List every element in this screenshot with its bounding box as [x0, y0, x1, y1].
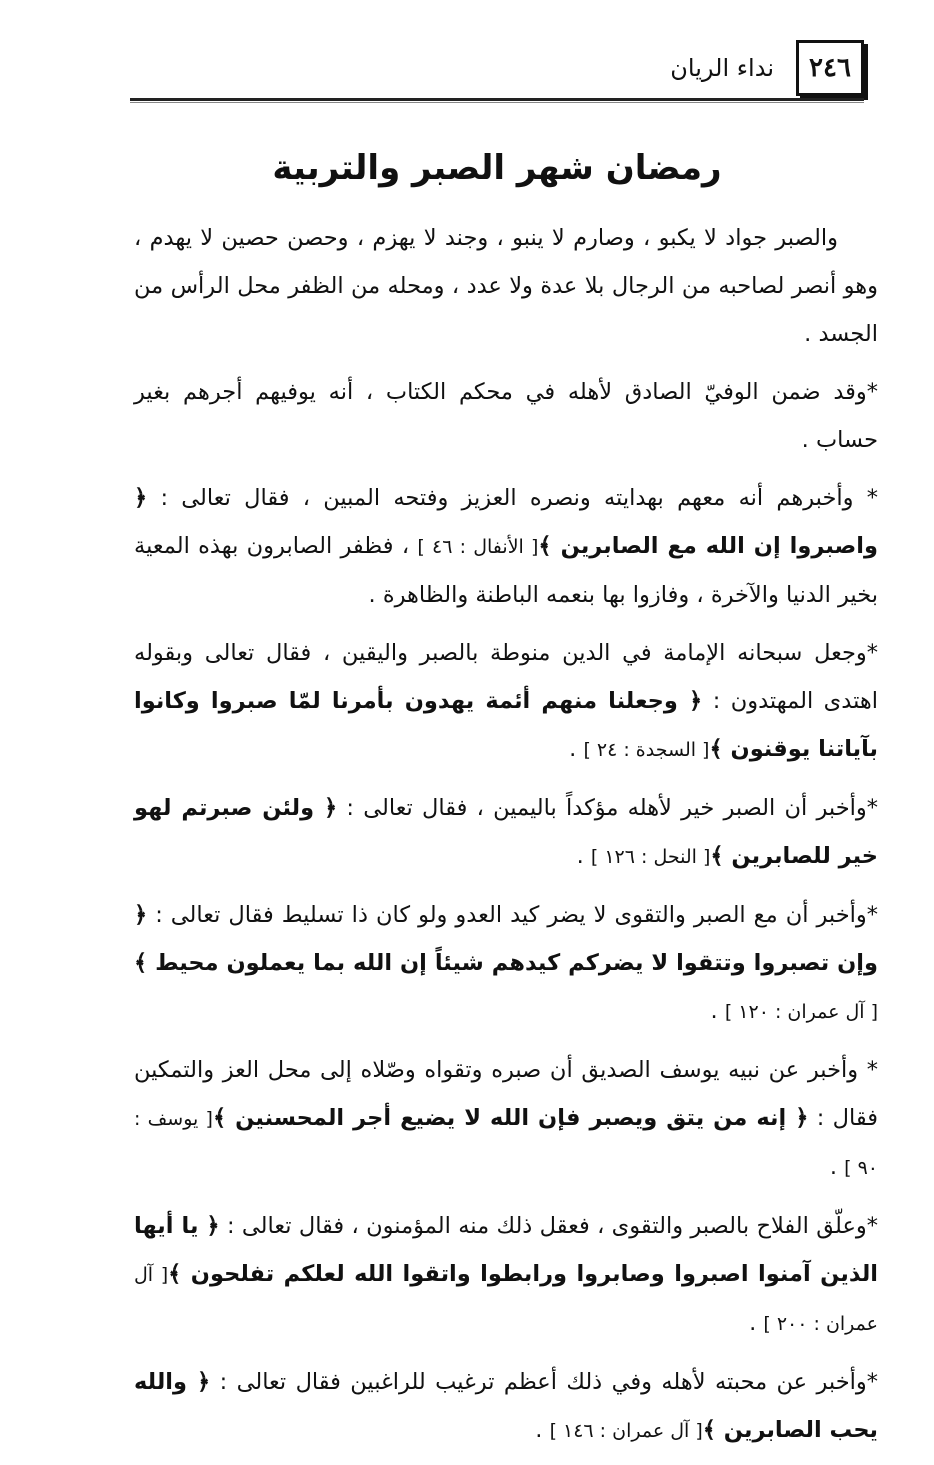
verse-reference: [ السجدة : ٢٤ ]: [583, 739, 710, 761]
paragraph-text: .: [576, 843, 591, 869]
page-header: [130, 40, 864, 102]
verse-reference: [ آل عمران : ٢٠٠ ]: [134, 1264, 878, 1335]
paragraph: [134, 1358, 878, 1455]
paragraph: [134, 474, 878, 619]
paragraph: [134, 1202, 878, 1348]
paragraph-text: *وأخبر أن مع الصبر والتقوى لا يضر كيد العدو ولو كان ذا تسليط فقال تعالى :: [147, 902, 878, 928]
verse-reference: [ آل عمران : ١٤٦ ]: [549, 1420, 703, 1442]
paragraph: [134, 368, 878, 464]
paragraph-text: *وأخبر عن محبته لأهله وفي ذلك أعظم ترغيب للراغبين فقال تعالى :: [210, 1369, 878, 1395]
quran-verse: ﴿ واصبروا إن الله مع الصابرين ﴾: [134, 485, 878, 559]
verse-reference: [ آل عمران : ١٢٠ ]: [724, 1001, 878, 1023]
paragraph: [134, 1046, 878, 1192]
quran-verse: ﴿ والله يحب الصابرين ﴾: [134, 1369, 878, 1443]
paragraph-text: *وجعل سبحانه الإمامة في الدين منوطة بالصبر واليقين ، فقال تعالى وبقوله اهتدى المهتدون :: [134, 640, 879, 714]
paragraph-text: .: [749, 1310, 764, 1336]
body-text: [134, 214, 878, 1465]
verse-reference: [ النحل : ١٢٦ ]: [590, 846, 711, 868]
paragraph: [134, 629, 878, 774]
paragraph-text: .: [829, 1154, 845, 1180]
quran-verse: ﴿ إنه من يتق ويصبر فإن الله لا يضيع أجر المحسنين ﴾: [212, 1105, 809, 1131]
paragraph-text: *وأخبر أن الصبر خير لأهله مؤكداً باليمين ، فقال تعالى :: [337, 795, 878, 821]
paragraph-text: * وأخبرهم أنه معهم بهدايته ونصره العزيز وفتحه المبين ، فقال تعالى :: [147, 485, 878, 511]
quran-verse: ﴿ وإن تصبروا وتتقوا لا يضركم كيدهم شيئاً إن الله بما يعملون محيط ﴾: [134, 902, 878, 976]
paragraph: [134, 891, 878, 1036]
verse-reference: [ الأنفال : ٤٦ ]: [417, 536, 539, 558]
paragraph-text: .: [535, 1417, 550, 1443]
paragraph-text: ، فظفر الصابرون بهذه المعية بخير الدنيا والآخرة ، وفازوا بها بنعمه الباطنة والظاهرة .: [134, 533, 878, 608]
header-rule-thin: [130, 102, 864, 103]
quran-verse: ﴿ وجعلنا منهم أئمة يهدون بأمرنا لمّا صبروا وكانوا بآياتنا يوقنون ﴾: [134, 688, 878, 762]
quran-verse: ﴿ يا أيها الذين آمنوا اصبروا وصابروا ورابطوا واتقوا الله لعلكم تفلحون ﴾: [134, 1213, 878, 1287]
chapter-title: رمضان شهر الصبر والتربية: [272, 148, 722, 188]
paragraph-text: والصبر جواد لا يكبو ، وصارم لا ينبو ، وجند لا يهزم ، وحصن حصين لا يهدم ، وهو أنصر لصاحبه من الرجال بلا عدة ولا عدد ، ومحله من الظفر محل الرأس من الجسد .: [134, 225, 878, 347]
verse-reference: [ يوسف : ٩٠ ]: [134, 1108, 878, 1179]
paragraph-text: .: [569, 736, 584, 762]
paragraph-text: *وعلّق الفلاح بالصبر والتقوى ، فعقل ذلك منه المؤمنون ، فقال تعالى :: [219, 1213, 879, 1239]
paragraph-text: .: [710, 998, 725, 1024]
paragraph: [134, 784, 878, 881]
header-rule: [130, 98, 864, 101]
quran-verse: ﴿ ولئن صبرتم لهو خير للصابرين ﴾: [134, 795, 878, 869]
paragraph-text: *وقد ضمن الوفيّ الصادق لأهله في محكم الكتاب ، أنه يوفيهم أجرهم بغير حساب .: [134, 379, 878, 453]
page-number: ٢٤٦: [796, 40, 864, 96]
paragraph-text: * وأخبر عن نبيه يوسف الصديق أن صبره وتقواه وصّلاه إلى محل العز والتمكين فقال :: [134, 1057, 878, 1131]
running-title: نداء الريان: [670, 54, 774, 82]
paragraph: [134, 214, 878, 358]
